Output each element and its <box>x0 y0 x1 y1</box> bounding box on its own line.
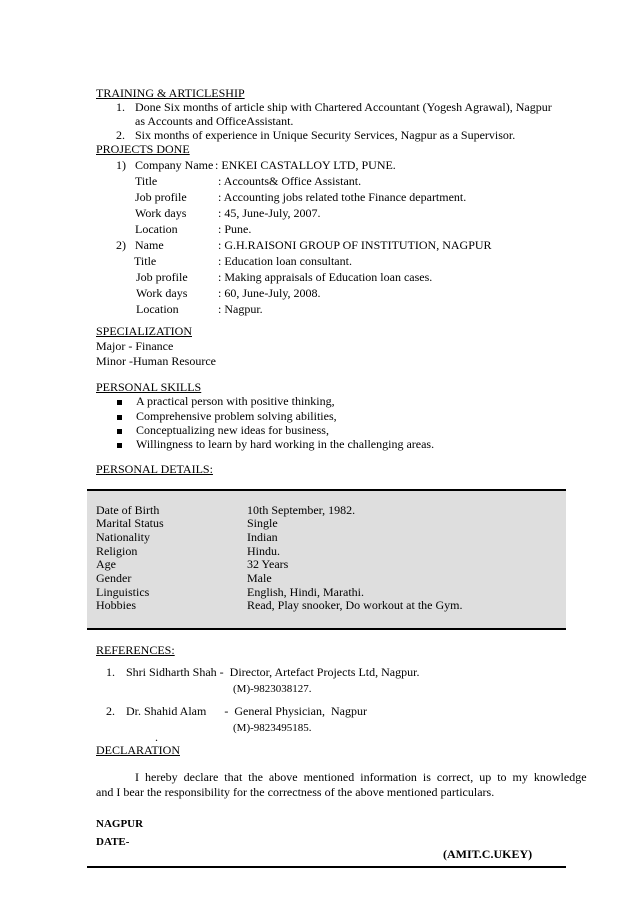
project-2-name-value: : G.H.RAISONI GROUP OF INSTITUTION, NAGPUR <box>218 238 492 252</box>
project-1-location-label: Location <box>135 222 178 236</box>
skill-item: Conceptualizing new ideas for business, <box>117 423 329 437</box>
specialization-major: Major - Finance <box>96 339 174 353</box>
projects-heading: PROJECTS DONE <box>96 142 190 156</box>
declaration-heading: DECLARATION <box>96 743 180 757</box>
project-2-job-label: Job profile <box>136 270 188 284</box>
project-1-workdays-label: Work days <box>135 206 187 220</box>
project-1-job-label: Job profile <box>135 190 187 204</box>
detail-label-dob: Date of Birth <box>96 503 160 517</box>
declaration-line-1: I hereby declare that the above mentioned information is correct, up to my knowledge <box>135 770 587 784</box>
detail-value-age: 32 Years <box>247 557 289 571</box>
references-heading: REFERENCES: <box>96 643 175 657</box>
project-2-job-value: : Making appraisals of Education loan cases. <box>218 270 433 284</box>
project-2-name-label: Name <box>135 238 164 252</box>
training-item-1-line1: Done Six months of article ship with Chartered Accountant (Yogesh Agrawal), Nagpur <box>135 100 552 114</box>
reference-2-phone: (M)-9823495185. <box>233 722 312 734</box>
project-2-num: 2) <box>116 238 126 252</box>
project-1-name-value: : ENKEI CASTALLOY LTD, PUNE. <box>215 158 396 172</box>
detail-value-nationality: Indian <box>247 530 278 544</box>
detail-label-marital: Marital Status <box>96 516 164 530</box>
detail-label-linguistics: Linguistics <box>96 585 150 599</box>
project-1-title-value: : Accounts& Office Assistant. <box>218 174 362 188</box>
project-2-title-label: Title <box>134 254 157 268</box>
signature-name: (AMIT.C.UKEY) <box>443 847 533 861</box>
declaration-line-2: and I bear the responsibility for the correctness of the above mentioned particulars. <box>96 785 495 799</box>
project-2-location-label: Location <box>136 302 179 316</box>
project-1-title-label: Title <box>135 174 158 188</box>
specialization-heading: SPECIALIZATION <box>96 324 192 338</box>
project-1-name-label: Company Name <box>135 158 214 172</box>
detail-value-religion: Hindu. <box>247 544 280 558</box>
reference-1-name: Shri Sidharth Shah - Director, Artefact Projects Ltd, Nagpur. <box>126 665 420 679</box>
training-heading: TRAINING & ARTICLESHIP <box>96 86 245 100</box>
training-item-1-line2: as Accounts and OfficeAssistant. <box>135 114 294 128</box>
detail-value-dob: 10th September, 1982. <box>247 503 356 517</box>
footer-date: DATE- <box>96 836 130 848</box>
skill-item: Willingness to learn by hard working in the challenging areas. <box>117 437 434 451</box>
detail-value-linguistics: English, Hindi, Marathi. <box>247 585 364 599</box>
detail-value-marital: Single <box>247 516 278 530</box>
detail-label-hobbies: Hobbies <box>96 598 136 612</box>
reference-1-phone: (M)-9823038127. <box>233 683 312 695</box>
skills-heading: PERSONAL SKILLS <box>96 380 202 394</box>
reference-1-num: 1. <box>106 665 115 679</box>
detail-label-gender: Gender <box>96 571 132 585</box>
training-item-2-num: 2. <box>116 128 125 142</box>
bottom-rule <box>87 866 566 868</box>
project-1-num: 1) <box>116 158 126 172</box>
detail-label-age: Age <box>96 557 116 571</box>
detail-value-gender: Male <box>247 571 272 585</box>
project-2-title-value: : Education loan consultant. <box>218 254 352 268</box>
detail-value-hobbies: Read, Play snooker, Do workout at the Gym. <box>247 598 463 612</box>
specialization-minor: Minor -Human Resource <box>96 354 216 368</box>
project-1-job-value: : Accounting jobs related tothe Finance department. <box>218 190 467 204</box>
reference-2-num: 2. <box>106 704 115 718</box>
skill-item: Comprehensive problem solving abilities, <box>117 409 337 423</box>
detail-label-nationality: Nationality <box>96 530 150 544</box>
project-1-workdays-value: : 45, June-July, 2007. <box>218 206 321 220</box>
detail-label-religion: Religion <box>96 544 138 558</box>
skill-item: A practical person with positive thinking, <box>117 394 335 408</box>
training-item-1-num: 1. <box>116 100 125 114</box>
project-2-workdays-label: Work days <box>136 286 188 300</box>
personal-details-heading: PERSONAL DETAILS: <box>96 462 213 476</box>
project-2-workdays-value: : 60, June-July, 2008. <box>218 286 321 300</box>
project-1-location-value: : Pune. <box>218 222 252 236</box>
footer-place: NAGPUR <box>96 818 144 830</box>
project-2-location-value: : Nagpur. <box>218 302 263 316</box>
training-item-2-line1: Six months of experience in Unique Security Services, Nagpur as a Supervisor. <box>135 128 516 142</box>
reference-2-name: Dr. Shahid Alam - General Physician, Nagpur <box>126 704 367 718</box>
stray-dot: . <box>155 730 158 744</box>
